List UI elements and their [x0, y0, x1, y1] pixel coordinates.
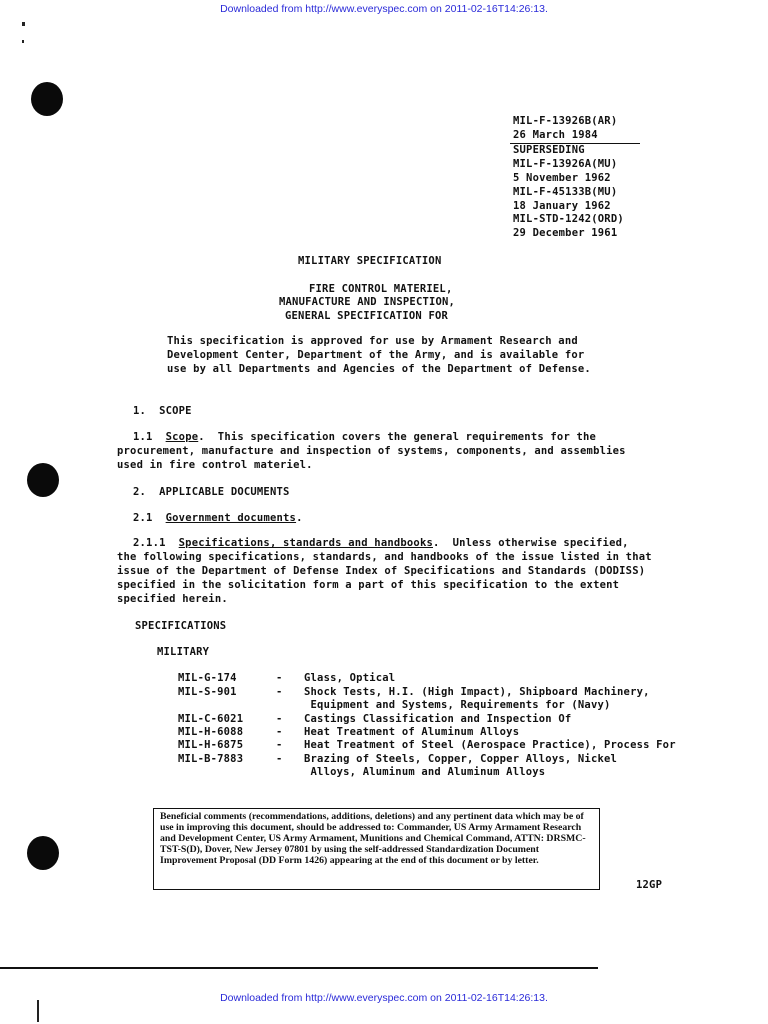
section-text: . This specification covers the general requirements for the	[198, 431, 597, 443]
section-1-text-line: used in fire control materiel.	[117, 459, 313, 471]
section-subtitle-end: .	[296, 512, 303, 524]
superseded-date: 29 December 1961	[513, 227, 618, 239]
section-2-heading: 2. APPLICABLE DOCUMENTS	[133, 486, 290, 498]
scan-speck	[37, 1000, 39, 1022]
section-2-1-line	[133, 512, 303, 524]
punch-hole-bottom	[27, 836, 59, 870]
download-notice-bottom: Downloaded from http://www.everyspec.com on 2011-02-16T14:26:13.	[220, 992, 548, 1004]
section-number: 1.1	[133, 431, 153, 443]
subject-line: MANUFACTURE AND INSPECTION,	[279, 296, 456, 308]
section-2-text-line: specified herein.	[117, 593, 228, 605]
fsc-code: 12GP	[636, 879, 663, 891]
spec-dash: -	[276, 739, 283, 751]
spec-dash: -	[276, 713, 283, 725]
spec-title: MILITARY SPECIFICATION	[298, 255, 442, 267]
section-2-text-line: issue of the Department of Defense Index of Specifications and Standards (DODISS)	[117, 565, 646, 577]
spec-id: MIL-H-6875	[178, 739, 244, 751]
spec-title-line: Heat Treatment of Steel (Aerospace Practice), Process For	[304, 739, 676, 751]
spec-title-line: Glass, Optical	[304, 672, 396, 684]
spec-title-line: Heat Treatment of Aluminum Alloys	[304, 726, 520, 738]
section-number: 2.1.1	[133, 537, 166, 549]
approval-line: use by all Departments and Agencies of the Department of Defense.	[167, 363, 591, 375]
document-id: MIL-F-13926B(AR)	[513, 115, 618, 127]
spec-dash: -	[276, 726, 283, 738]
document-date: 26 March 1984	[513, 129, 598, 141]
section-1-text-line: procurement, manufacture and inspection of systems, components, and assemblies	[117, 445, 626, 457]
spec-title-line: Castings Classification and Inspection Of	[304, 713, 572, 725]
comment-box-text: Beneficial comments (recommendations, additions, deletions) and any pertinent data which may be of use in improving this document, should be addressed to: Commander, US Army Armament Research and Development Center, US Army Armament, Munitions and Chemical Command, ATTN: DRSMC-TST-S(D), Dover, New Jersey 07801 by using the self-addressed Standardization Document Improvement Proposal (DD Form 1426) appearing at the end of this document or by letter.	[160, 811, 586, 866]
punch-hole-top	[31, 82, 63, 116]
section-2-1-1-line	[133, 537, 629, 549]
superseded-id: MIL-STD-1242(ORD)	[513, 213, 624, 225]
download-notice-top: Downloaded from http://www.everyspec.com on 2011-02-16T14:26:13.	[220, 3, 548, 15]
page-bottom-rule	[0, 967, 598, 969]
scan-speck	[22, 40, 24, 43]
section-2-text-line: the following specifications, standards, and handbooks of the issue listed in that	[117, 551, 652, 563]
spec-id: MIL-H-6088	[178, 726, 244, 738]
punch-hole-middle	[27, 463, 59, 497]
spec-id: MIL-B-7883	[178, 753, 244, 765]
section-text: . Unless otherwise specified,	[433, 537, 629, 549]
spec-title-line: Equipment and Systems, Requirements for (Navy)	[304, 699, 611, 711]
section-1-1-line	[133, 431, 596, 443]
spec-id: MIL-C-6021	[178, 713, 244, 725]
superseding-label: SUPERSEDING	[513, 144, 585, 156]
spec-dash: -	[276, 672, 283, 684]
superseded-id: MIL-F-45133B(MU)	[513, 186, 618, 198]
approval-line: This specification is approved for use by Armament Research and	[167, 335, 578, 347]
section-1-heading: 1. SCOPE	[133, 405, 192, 417]
subject-line: FIRE CONTROL MATERIEL,	[309, 283, 453, 295]
spec-dash: -	[276, 753, 283, 765]
section-subtitle: Government documents	[165, 512, 297, 524]
spec-title-line: Shock Tests, H.I. (High Impact), Shipboard Machinery,	[304, 686, 650, 698]
scan-speck	[22, 22, 25, 26]
superseded-date: 5 November 1962	[513, 172, 611, 184]
section-subtitle: Specifications, standards and handbooks	[178, 537, 433, 549]
superseded-date: 18 January 1962	[513, 200, 611, 212]
spec-title-line: Brazing of Steels, Copper, Copper Alloys, Nickel	[304, 753, 618, 765]
section-2-text-line: specified in the solicitation form a part of this specification to the extent	[117, 579, 620, 591]
spec-dash: -	[276, 686, 283, 698]
spec-id: MIL-G-174	[178, 672, 237, 684]
superseded-id: MIL-F-13926A(MU)	[513, 158, 618, 170]
spec-id: MIL-S-901	[178, 686, 237, 698]
section-number: 2.1	[133, 512, 153, 524]
specifications-label: SPECIFICATIONS	[135, 620, 227, 632]
military-label: MILITARY	[157, 646, 210, 658]
approval-line: Development Center, Department of the Army, and is available for	[167, 349, 585, 361]
section-subtitle: Scope	[165, 431, 199, 443]
spec-title-line: Alloys, Aluminum and Aluminum Alloys	[304, 766, 546, 778]
subject-line: GENERAL SPECIFICATION FOR	[285, 310, 449, 322]
